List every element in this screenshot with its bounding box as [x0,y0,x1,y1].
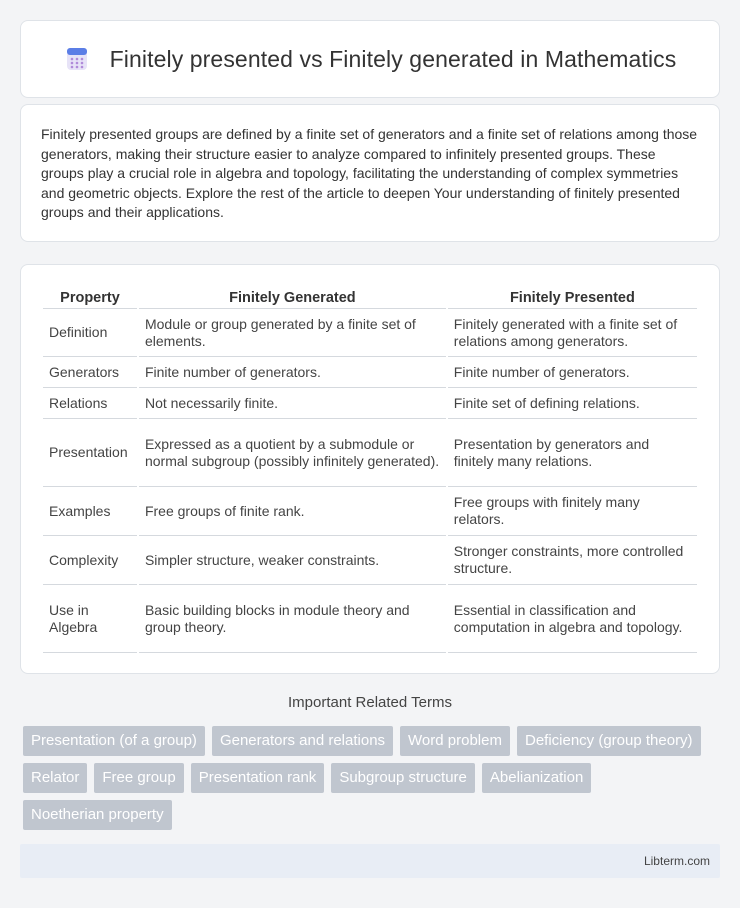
finitely-generated-cell: Basic building blocks in module theory and group theory. [139,585,446,653]
comparison-table-card [20,264,720,674]
related-term-tag[interactable]: Presentation (of a group) [23,726,205,756]
finitely-presented-cell: Stronger constraints, more controlled structure. [448,536,697,585]
finitely-generated-cell: Not necessarily finite. [139,388,446,419]
finitely-presented-cell: Finite set of defining relations. [448,388,697,419]
comparison-table [41,285,699,653]
finitely-generated-cell: Simpler structure, weaker constraints. [139,536,446,585]
table-row [43,309,697,357]
finitely-presented-cell: Presentation by generators and finitely many relations. [448,419,697,487]
related-terms-heading: Important Related Terms [288,694,452,711]
property-cell: Use in Algebra [43,585,137,653]
related-term-tag[interactable]: Abelianization [482,763,591,793]
finitely-presented-cell: Essential in classification and computation in algebra and topology. [448,585,697,653]
finitely-presented-cell: Finite number of generators. [448,357,697,388]
property-cell: Definition [43,309,137,357]
property-cell: Presentation [43,419,137,487]
footer-brand-link[interactable]: Libterm.com [643,854,710,868]
intro-card [20,104,720,242]
table-row [43,536,697,585]
finitely-presented-cell: Finitely generated with a finite set of relations among generators. [448,309,697,357]
related-term-tag[interactable]: Presentation rank [191,763,325,793]
table-row [43,585,697,653]
finitely-generated-cell: Expressed as a quotient by a submodule or normal subgroup (possibly infinitely generated). [139,419,446,487]
related-terms-list [23,726,723,830]
table-row [43,388,697,419]
table-row [43,357,697,388]
property-cell: Generators [43,357,137,388]
related-term-tag[interactable]: Generators and relations [212,726,393,756]
title-wrap [64,46,677,73]
table-row [43,487,697,536]
table-row [43,419,697,487]
intro-paragraph: Finitely presented groups are defined by a finite set of generators and a finite set of relations among those generators, making their structure easier to analyze compared to infinitely presented groups. These groups play a crucial role in algebra and topology, facilitating the understanding of complex symmetries and geometric objects. Explore the rest of the article to deepen Your understanding of finitely presented groups and their applications. [41,126,698,220]
related-term-tag[interactable]: Relator [23,763,87,793]
property-cell: Examples [43,487,137,536]
table-header-row [43,285,697,309]
related-term-tag[interactable]: Word problem [400,726,510,756]
page-title: Finitely presented vs Finitely generated in Mathematics [109,45,677,72]
finitely-generated-cell: Free groups of finite rank. [139,487,446,536]
related-term-tag[interactable]: Deficiency (group theory) [517,726,701,756]
calculator-icon [64,46,90,72]
related-term-tag[interactable]: Noetherian property [23,800,172,830]
related-term-tag[interactable]: Free group [94,763,183,793]
header-card [20,20,720,98]
property-cell: Relations [43,388,137,419]
finitely-generated-cell: Module or group generated by a finite set of elements. [139,309,446,357]
footer [20,844,720,878]
column-header-finitely-generated: Finitely Generated [139,285,446,309]
column-header-finitely-presented: Finitely Presented [448,285,697,309]
finitely-presented-cell: Free groups with finitely many relators. [448,487,697,536]
property-cell: Complexity [43,536,137,585]
finitely-generated-cell: Finite number of generators. [139,357,446,388]
related-term-tag[interactable]: Subgroup structure [331,763,475,793]
column-header-property: Property [43,285,137,309]
